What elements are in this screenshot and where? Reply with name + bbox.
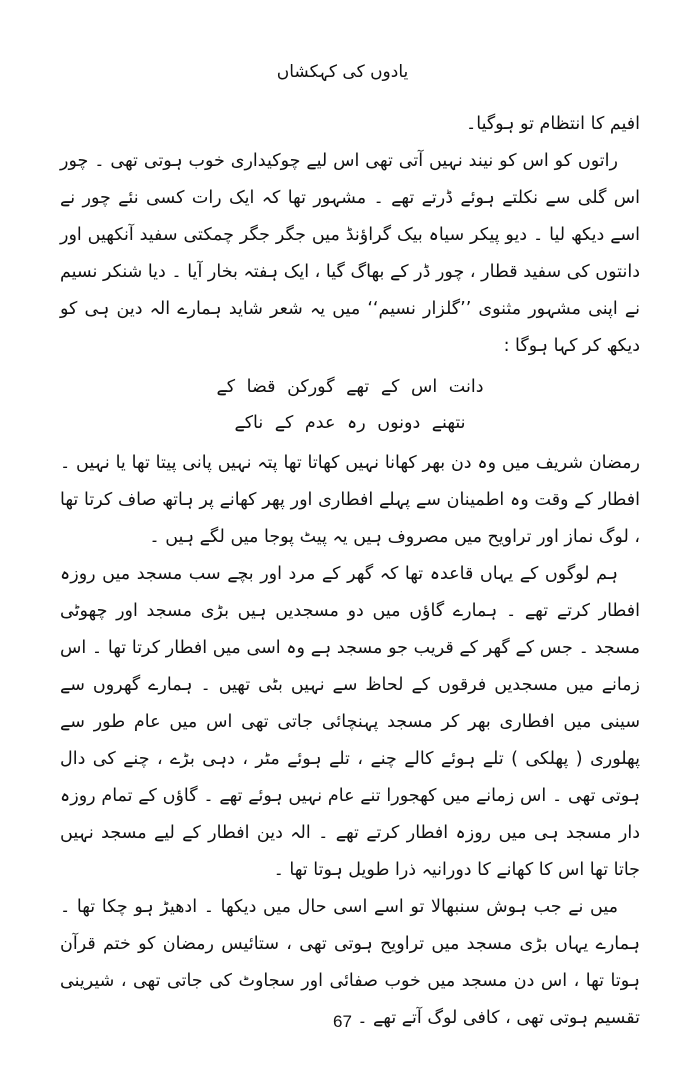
verse-line-2: نتھنے دونوں رہ عدم کے ناکے (234, 413, 466, 433)
paragraph-taraweeh: میں نے جب ہوش سنبھالا تو اسے اسی حال میں دیکھا ۔ ادھیڑ ہو چکا تھا ۔ ہمارے یہاں بڑی مسجد میں تراویح ہوتی تھی ، ستائیس رمضان کو ختم قرآن ہوتا تھا ، اس دن مسجد میں خوب صفائی اور سجاوٹ کی جاتی تھی ، شیرینی تقسیم ہوتی تھی ، کافی لوگ آتے تھے ۔ (60, 897, 640, 1028)
verse-couplet (60, 369, 640, 441)
page-number: 67 (333, 1012, 352, 1031)
paragraph-ramadan: رمضان شریف میں وہ دن بھر کھانا نہیں کھاتا تھا پتہ نہیں پانی پیتا تھا یا نہیں ۔ افطار کے وقت وہ اطمینان سے پہلے افطاری اور پھر کھانے پر ہاتھ صاف کرتا تھا ، لوگ نماز اور تراویح میں مصروف ہیں یہ پیٹ پوجا میں لگے ہیں ۔ (60, 453, 640, 547)
paragraph-opening: افیم کا انتظام تو ہوگیا۔ (465, 114, 640, 134)
verse-line-1: دانت اس کے تھے گورکن قضا کے (216, 377, 484, 397)
body-text (60, 106, 640, 1037)
paragraph-night-watch: راتوں کو اس کو نیند نہیں آتی تھی اس لیے چوکیداری خوب ہوتی تھی ۔ چور اس گلی سے نکلتے ہوئے ڈرتے تھے ۔ مشہور تھا کہ ایک رات کسی نئے چور نے اسے دیکھ لیا ۔ دیو پیکر سیاہ بیک گراؤنڈ میں جگر جگر چمکتی سفید آنکھیں اور دانتوں کی سفید قطار ، چور ڈر کے بھاگ گیا ، ایک ہفتہ بخار آیا ۔ دیا شنکر نسیم نے اپنی مشہور مثنوی ’’گلزار نسیم‘‘ میں یہ شعر شاید ہمارے الہ دین ہی کو دیکھ کر کہا ہوگا : (60, 151, 640, 356)
running-header: یادوں کی کہکشاں (276, 62, 409, 82)
paragraph-iftar-mosque: ہم لوگوں کے یہاں قاعدہ تھا کہ گھر کے مرد اور بچے سب مسجد میں روزہ افطار کرتے تھے ۔ ہمارے گاؤں میں دو مسجدیں ہیں بڑی مسجد اور چھوٹی مسجد ۔ جس کے گھر کے قریب جو مسجد ہے وہ اسی میں افطار کرتا تھا ۔ اس زمانے میں مسجدیں فرقوں کے لحاظ سے نہیں بٹی تھیں ۔ ہمارے گھروں سے سینی میں افطاری بھر کر مسجد پہنچائی جاتی تھی اس میں عام طور سے پھلوری ( پھلکی ) تلے ہوئے کالے چنے ، تلے ہوئے مٹر ، دہی بڑے ، چنے کی دال ہوتی تھی ۔ اس زمانے میں کھجورا تنے عام نہیں ہوئے تھے ۔ گاؤں کے تمام روزہ دار مسجد ہی میں روزہ افطار کرتے تھے ۔ الہ دین افطار کے لیے مسجد نہیں جاتا تھا اس کا کھانے کا دورانیہ ذرا طویل ہوتا تھا ۔ (60, 564, 640, 880)
